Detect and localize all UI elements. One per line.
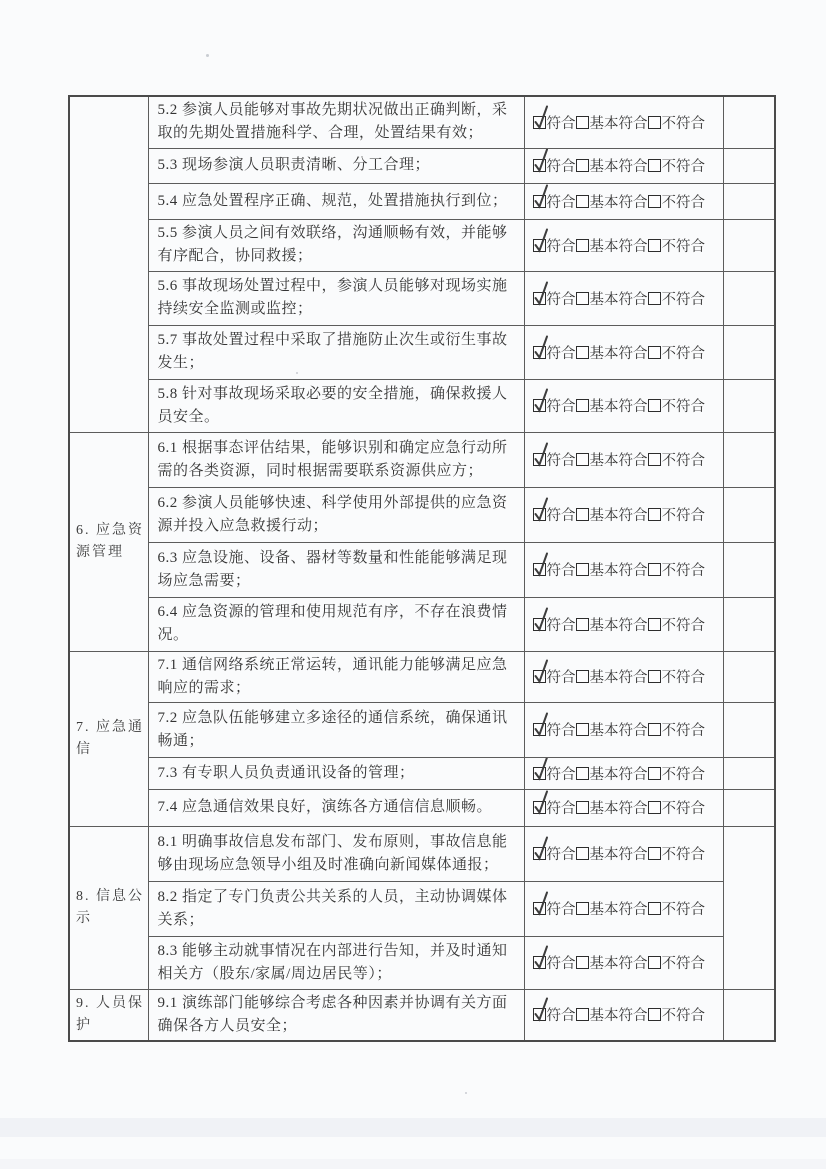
- option-conform: [533, 449, 576, 470]
- scan-artifact-band: [0, 1159, 826, 1169]
- conformity-options: [533, 559, 721, 580]
- item-row: [69, 757, 775, 789]
- option-conform: [533, 191, 576, 212]
- option-conform: [533, 342, 576, 363]
- option-label: 符合: [546, 399, 576, 415]
- option-non-conform: [648, 112, 706, 133]
- conformity-options: [533, 898, 721, 919]
- option-label: 符合: [546, 453, 576, 469]
- option-label: 符合: [546, 956, 576, 972]
- option-basic-conform: [576, 719, 648, 740]
- option-conform: [533, 1004, 576, 1025]
- checkbox-unchecked[interactable]: [576, 956, 589, 969]
- item-row: [69, 183, 775, 219]
- option-non-conform: [648, 898, 706, 919]
- option-label: 基本符合: [589, 670, 648, 686]
- option-label: 符合: [546, 801, 576, 817]
- checkbox-unchecked[interactable]: [648, 239, 661, 252]
- option-conform: [533, 395, 576, 416]
- conformity-options: [533, 1004, 721, 1025]
- option-label: 符合: [546, 291, 576, 308]
- category-cell-6-emergency-resource-management: 6. 应急资源管理: [69, 432, 148, 651]
- option-basic-conform: [576, 449, 648, 470]
- option-label: 不符合: [661, 847, 705, 863]
- conformity-options: [533, 288, 721, 309]
- conformity-options-cell: [524, 379, 723, 432]
- item-text: 6.3 应急设施、设备、器材等数量和性能能够满足现场应急需要；: [148, 542, 524, 597]
- checkbox-unchecked[interactable]: [648, 1008, 661, 1021]
- score-cell: [723, 325, 775, 379]
- item-row: [69, 597, 775, 651]
- option-label: 符合: [546, 115, 576, 132]
- conformity-options-cell: [524, 936, 723, 989]
- option-basic-conform: [576, 614, 648, 635]
- score-cell: [723, 219, 775, 271]
- option-conform: [533, 559, 576, 580]
- checkbox-unchecked[interactable]: [648, 292, 661, 305]
- checkbox-unchecked[interactable]: [576, 767, 589, 780]
- conformity-options-cell: [524, 651, 723, 702]
- score-cell: [723, 379, 775, 432]
- item-text: 6.4 应急资源的管理和使用规范有序，不存在浪费情况。: [148, 597, 524, 651]
- conformity-options: [533, 843, 721, 864]
- option-label: 符合: [546, 563, 576, 579]
- option-label: 符合: [546, 847, 576, 863]
- checkbox-checked[interactable]: [533, 1008, 546, 1021]
- item-text: 8.3 能够主动就事情况在内部进行告知，并及时通知相关方（股东/家属/周边居民等）；: [148, 936, 524, 989]
- item-row: [69, 989, 775, 1041]
- option-label: 基本符合: [589, 508, 648, 524]
- score-cell: [723, 789, 775, 826]
- option-label: 基本符合: [589, 453, 648, 469]
- option-conform: [533, 843, 576, 864]
- checkbox-unchecked[interactable]: [648, 508, 661, 521]
- checkbox-unchecked[interactable]: [648, 116, 661, 129]
- option-label: 不符合: [661, 563, 705, 579]
- item-text: 8.1 明确事故信息发布部门、发布原则，事故信息能够由现场应急领导小组及时准确向新闻媒体通报；: [148, 826, 524, 881]
- conformity-options: [533, 395, 721, 416]
- checkbox-unchecked[interactable]: [648, 902, 661, 915]
- checkbox-unchecked[interactable]: [648, 801, 661, 814]
- conformity-options-cell: [524, 826, 723, 881]
- conformity-options: [533, 666, 721, 687]
- option-basic-conform: [576, 797, 648, 818]
- checkbox-checked[interactable]: [533, 346, 546, 359]
- checkbox-unchecked[interactable]: [576, 1008, 589, 1021]
- option-conform: [533, 898, 576, 919]
- conformity-options-cell: [524, 325, 723, 379]
- option-non-conform: [648, 235, 706, 256]
- option-basic-conform: [576, 288, 648, 309]
- item-text: 6.1 根据事态评估结果，能够识别和确定应急行动所需的各类资源，同时根据需要联系资源供应方；: [148, 432, 524, 487]
- conformity-options-cell: [524, 757, 723, 789]
- option-label: 符合: [546, 345, 576, 362]
- score-cell: [723, 597, 775, 651]
- option-conform: [533, 666, 576, 687]
- item-row: [69, 271, 775, 325]
- option-label: 基本符合: [589, 766, 648, 783]
- checkbox-checked[interactable]: [533, 902, 546, 915]
- option-label: 符合: [546, 159, 576, 175]
- option-label: 基本符合: [589, 902, 648, 918]
- option-label: 基本符合: [589, 399, 648, 415]
- option-non-conform: [648, 504, 706, 525]
- option-basic-conform: [576, 1004, 648, 1025]
- option-label: 不符合: [661, 670, 705, 686]
- conformity-options: [533, 952, 721, 973]
- checkbox-unchecked[interactable]: [576, 801, 589, 814]
- score-cell: [723, 183, 775, 219]
- option-label: 基本符合: [589, 617, 648, 634]
- option-label: 不符合: [661, 1008, 705, 1025]
- option-label: 基本符合: [589, 847, 648, 863]
- option-conform: [533, 614, 576, 635]
- checkbox-unchecked[interactable]: [648, 453, 661, 466]
- option-basic-conform: [576, 952, 648, 973]
- option-label: 不符合: [661, 956, 705, 972]
- item-row: [69, 936, 775, 989]
- checkbox-checked[interactable]: [533, 116, 546, 129]
- option-non-conform: [648, 952, 706, 973]
- option-non-conform: [648, 666, 706, 687]
- checkbox-unchecked[interactable]: [648, 767, 661, 780]
- item-text: 9.1 演练部门能够综合考虑各种因素并协调有关方面确保各方人员安全；: [148, 989, 524, 1041]
- item-row: [69, 325, 775, 379]
- checkbox-unchecked[interactable]: [576, 847, 589, 860]
- option-basic-conform: [576, 666, 648, 687]
- checkbox-unchecked[interactable]: [576, 116, 589, 129]
- score-cell: [723, 487, 775, 542]
- conformity-options-cell: [524, 96, 723, 148]
- checkbox-checked[interactable]: [533, 563, 546, 576]
- option-non-conform: [648, 395, 706, 416]
- option-non-conform: [648, 763, 706, 784]
- scan-speck: [465, 1092, 467, 1094]
- option-label: 不符合: [661, 194, 705, 211]
- conformity-options: [533, 504, 721, 525]
- item-row: [69, 651, 775, 702]
- option-label: 不符合: [661, 801, 705, 817]
- option-label: 基本符合: [589, 956, 648, 972]
- checkbox-checked[interactable]: [533, 847, 546, 860]
- checkbox-unchecked[interactable]: [648, 723, 661, 736]
- checkbox-checked[interactable]: [533, 670, 546, 683]
- option-basic-conform: [576, 395, 648, 416]
- conformity-options-cell: [524, 432, 723, 487]
- option-label: 不符合: [661, 345, 705, 362]
- checkbox-checked[interactable]: [533, 618, 546, 631]
- option-label: 基本符合: [589, 723, 648, 739]
- item-text: 7.4 应急通信效果良好，演练各方通信信息顺畅。: [148, 789, 524, 826]
- item-row: [69, 432, 775, 487]
- checkbox-unchecked[interactable]: [576, 159, 589, 172]
- option-label: 不符合: [661, 453, 705, 469]
- item-text: 7.3 有专职人员负责通讯设备的管理；: [148, 757, 524, 789]
- checkbox-unchecked[interactable]: [576, 292, 589, 305]
- conformity-options: [533, 112, 721, 133]
- score-cell: [723, 542, 775, 597]
- option-basic-conform: [576, 342, 648, 363]
- option-label: 不符合: [661, 508, 705, 524]
- option-conform: [533, 719, 576, 740]
- option-label: 符合: [546, 902, 576, 918]
- score-cell: [723, 757, 775, 789]
- option-non-conform: [648, 191, 706, 212]
- score-cell: [723, 271, 775, 325]
- option-non-conform: [648, 559, 706, 580]
- checkbox-checked[interactable]: [533, 801, 546, 814]
- scan-artifact-band: [0, 1118, 826, 1137]
- conformity-options-cell: [524, 597, 723, 651]
- checkbox-checked[interactable]: [533, 453, 546, 466]
- option-basic-conform: [576, 898, 648, 919]
- checkbox-unchecked[interactable]: [648, 847, 661, 860]
- item-text: 5.8 针对事故现场采取必要的安全措施，确保救援人员安全。: [148, 379, 524, 432]
- checkbox-unchecked[interactable]: [648, 195, 661, 208]
- item-row: [69, 148, 775, 183]
- checkbox-unchecked[interactable]: [648, 159, 661, 172]
- option-basic-conform: [576, 504, 648, 525]
- option-non-conform: [648, 1004, 706, 1025]
- item-row: [69, 219, 775, 271]
- score-cell: [723, 702, 775, 757]
- option-non-conform: [648, 155, 706, 176]
- option-conform: [533, 763, 576, 784]
- option-label: 不符合: [661, 115, 705, 132]
- item-row: [69, 789, 775, 826]
- score-cell: [723, 989, 775, 1041]
- option-label: 符合: [546, 508, 576, 524]
- option-label: 不符合: [661, 617, 705, 634]
- checkbox-unchecked[interactable]: [648, 670, 661, 683]
- checkbox-checked[interactable]: [533, 723, 546, 736]
- checkbox-unchecked[interactable]: [576, 195, 589, 208]
- conformity-options-cell: [524, 148, 723, 183]
- option-label: 基本符合: [589, 563, 648, 579]
- conformity-options-cell: [524, 789, 723, 826]
- checkbox-unchecked[interactable]: [576, 670, 589, 683]
- category-cell-9-personnel-protection: 9. 人员保护: [69, 989, 148, 1041]
- conformity-options-cell: [524, 702, 723, 757]
- evaluation-table: [68, 95, 776, 1042]
- checkbox-unchecked[interactable]: [576, 453, 589, 466]
- checkbox-checked[interactable]: [533, 195, 546, 208]
- option-label: 符合: [546, 617, 576, 634]
- option-label: 不符合: [661, 159, 705, 175]
- option-label: 基本符合: [589, 115, 648, 132]
- item-row: [69, 96, 775, 148]
- conformity-options: [533, 191, 721, 212]
- checkbox-unchecked[interactable]: [576, 508, 589, 521]
- checkbox-unchecked[interactable]: [648, 956, 661, 969]
- checkbox-checked[interactable]: [533, 399, 546, 412]
- option-non-conform: [648, 797, 706, 818]
- checkbox-unchecked[interactable]: [576, 346, 589, 359]
- checkbox-unchecked[interactable]: [648, 399, 661, 412]
- checkbox-checked[interactable]: [533, 239, 546, 252]
- option-label: 基本符合: [589, 238, 648, 255]
- option-conform: [533, 952, 576, 973]
- option-conform: [533, 155, 576, 176]
- option-basic-conform: [576, 559, 648, 580]
- option-conform: [533, 112, 576, 133]
- option-conform: [533, 235, 576, 256]
- option-label: 符合: [546, 238, 576, 255]
- option-label: 符合: [546, 670, 576, 686]
- conformity-options-cell: [524, 542, 723, 597]
- option-label: 符合: [546, 194, 576, 211]
- conformity-options-cell: [524, 219, 723, 271]
- checkbox-checked[interactable]: [533, 292, 546, 305]
- checkbox-unchecked[interactable]: [576, 902, 589, 915]
- option-label: 基本符合: [589, 345, 648, 362]
- scan-speck: [296, 372, 298, 374]
- item-text: 6.2 参演人员能够快速、科学使用外部提供的应急资源并投入应急救援行动；: [148, 487, 524, 542]
- conformity-options: [533, 797, 721, 818]
- item-row: [69, 487, 775, 542]
- conformity-options: [533, 719, 721, 740]
- checkbox-checked[interactable]: [533, 159, 546, 172]
- checkbox-checked[interactable]: [533, 767, 546, 780]
- item-text: 7.2 应急队伍能够建立多途径的通信系统，确保通讯畅通；: [148, 702, 524, 757]
- conformity-options: [533, 449, 721, 470]
- item-text: 5.6 事故现场处置过程中，参演人员能够对现场实施持续安全监测或监控；: [148, 271, 524, 325]
- conformity-options-cell: [524, 487, 723, 542]
- item-text: 8.2 指定了专门负责公共关系的人员，主动协调媒体关系；: [148, 881, 524, 936]
- checkbox-unchecked[interactable]: [648, 618, 661, 631]
- score-cell: [723, 651, 775, 702]
- option-basic-conform: [576, 843, 648, 864]
- option-basic-conform: [576, 112, 648, 133]
- conformity-options: [533, 614, 721, 635]
- option-non-conform: [648, 843, 706, 864]
- item-text: 5.4 应急处置程序正确、规范，处置措施执行到位；: [148, 183, 524, 219]
- option-conform: [533, 504, 576, 525]
- item-row: [69, 702, 775, 757]
- option-label: 不符合: [661, 238, 705, 255]
- category-cell-5-continued: [69, 96, 148, 432]
- option-label: 基本符合: [589, 291, 648, 308]
- option-conform: [533, 797, 576, 818]
- option-basic-conform: [576, 191, 648, 212]
- item-row: [69, 379, 775, 432]
- option-label: 基本符合: [589, 1008, 648, 1025]
- conformity-options: [533, 342, 721, 363]
- conformity-options: [533, 763, 721, 784]
- conformity-options-cell: [524, 989, 723, 1041]
- checkbox-unchecked[interactable]: [576, 563, 589, 576]
- option-non-conform: [648, 342, 706, 363]
- item-row: [69, 881, 775, 936]
- option-label: 不符合: [661, 399, 705, 415]
- option-label: 基本符合: [589, 801, 648, 817]
- option-label: 符合: [546, 766, 576, 783]
- conformity-options-cell: [524, 881, 723, 936]
- option-non-conform: [648, 719, 706, 740]
- option-label: 不符合: [661, 902, 705, 918]
- item-text: 5.2 参演人员能够对事故先期状况做出正确判断，采取的先期处置措施科学、合理，处置结果有效；: [148, 96, 524, 148]
- checkbox-unchecked[interactable]: [576, 723, 589, 736]
- option-non-conform: [648, 288, 706, 309]
- option-label: 符合: [546, 1008, 576, 1025]
- score-cell: [723, 148, 775, 183]
- conformity-options: [533, 155, 721, 176]
- option-non-conform: [648, 614, 706, 635]
- checkbox-unchecked[interactable]: [576, 399, 589, 412]
- scan-speck: [206, 54, 209, 57]
- conformity-options: [533, 235, 721, 256]
- option-label: 符合: [546, 723, 576, 739]
- option-label: 基本符合: [589, 159, 648, 175]
- item-text: 5.3 现场参演人员职责清晰、分工合理；: [148, 148, 524, 183]
- checkbox-unchecked[interactable]: [648, 346, 661, 359]
- item-text: 5.5 参演人员之间有效联络，沟通顺畅有效，并能够有序配合，协同救援；: [148, 219, 524, 271]
- option-label: 基本符合: [589, 194, 648, 211]
- option-label: 不符合: [661, 766, 705, 783]
- option-basic-conform: [576, 235, 648, 256]
- item-text: 5.7 事故处置过程中采取了措施防止次生或衍生事故发生；: [148, 325, 524, 379]
- checkbox-checked[interactable]: [533, 956, 546, 969]
- option-basic-conform: [576, 155, 648, 176]
- score-cell: [723, 432, 775, 487]
- category-cell-8-information-disclosure: 8. 信息公示: [69, 826, 148, 989]
- conformity-options-cell: [524, 271, 723, 325]
- option-non-conform: [648, 449, 706, 470]
- score-cell: [723, 96, 775, 148]
- score-cell: [723, 826, 775, 989]
- item-text: 7.1 通信网络系统正常运转，通讯能力能够满足应急响应的需求；: [148, 651, 524, 702]
- checkbox-unchecked[interactable]: [576, 618, 589, 631]
- category-cell-7-emergency-communication: 7. 应急通信: [69, 651, 148, 826]
- option-label: 不符合: [661, 723, 705, 739]
- checkbox-unchecked[interactable]: [576, 239, 589, 252]
- conformity-options-cell: [524, 183, 723, 219]
- checkbox-checked[interactable]: [533, 508, 546, 521]
- item-row: [69, 542, 775, 597]
- option-label: 不符合: [661, 291, 705, 308]
- item-row: [69, 826, 775, 881]
- option-conform: [533, 288, 576, 309]
- checkbox-unchecked[interactable]: [648, 563, 661, 576]
- option-basic-conform: [576, 763, 648, 784]
